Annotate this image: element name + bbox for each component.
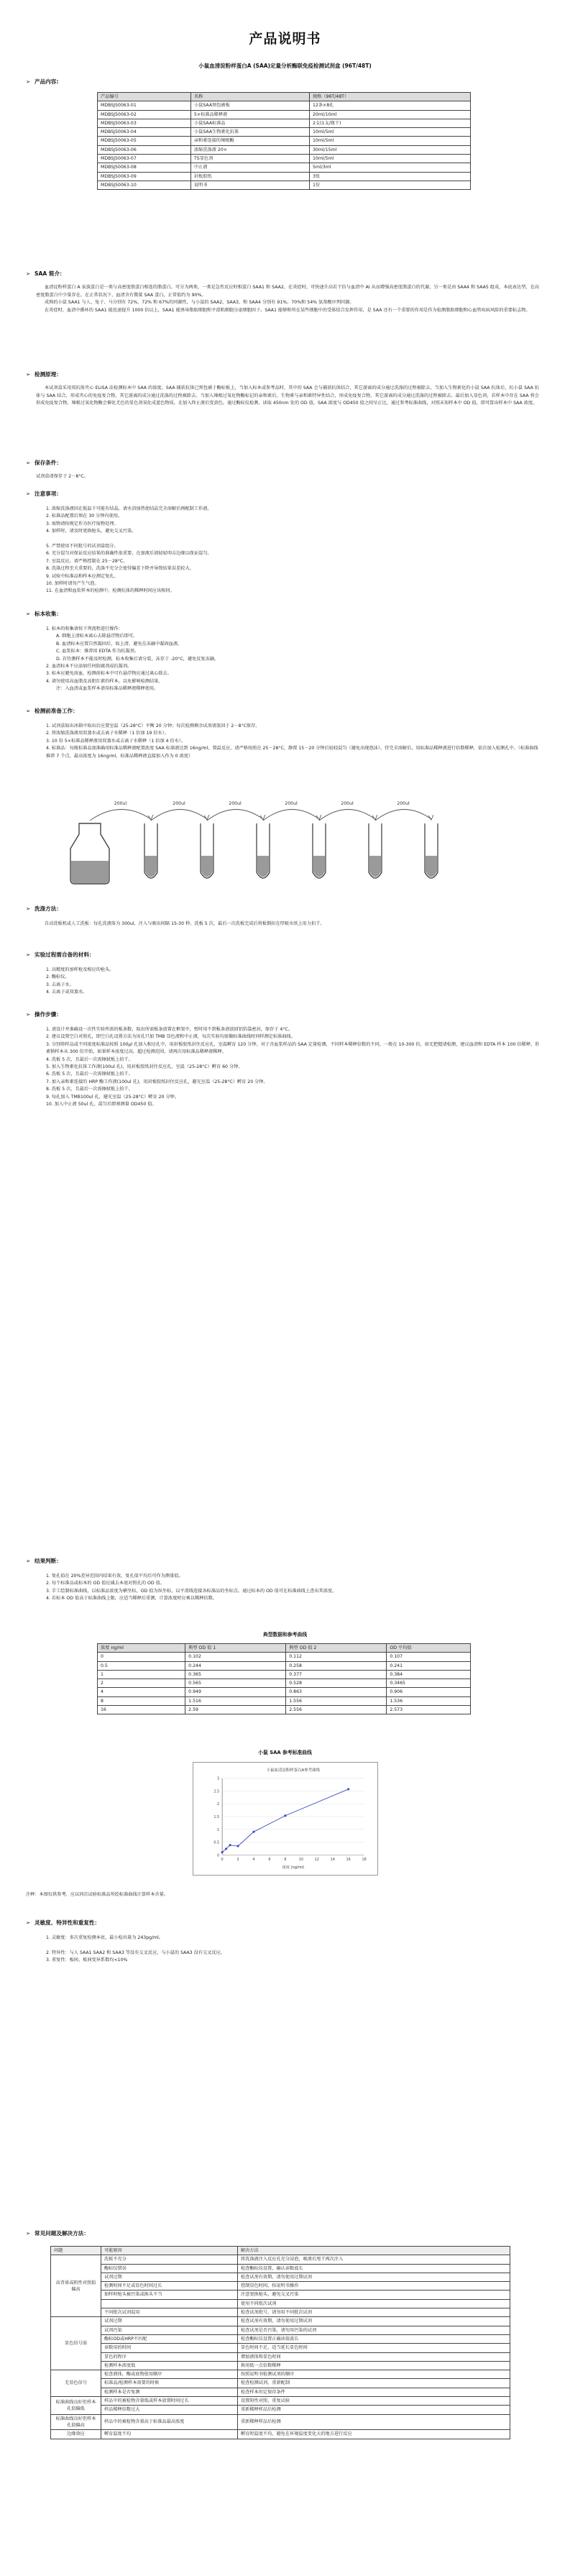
sample-item: 4. 请勿使用高血脂及高胆红素的样本，以免影响检测结果。 [46,678,163,684]
table-cell: 显色的程序 [101,2352,238,2361]
table-row [51,2344,510,2352]
intro-paragraph: 成熟的小鼠 SAA1 与人、兔子、马分别有 72%、72% 和 67%的同源性，与小鼠的 SAA2、SAA3、和 SAA4 分别有 91%、70%和 54% 氨基酸序列同源。 [45,300,354,305]
transfer-arrow [319,809,375,821]
transfer-arrow [207,809,263,821]
table-header-cell: 典型 OD 值 2 [286,1644,387,1653]
table-cell: 不同批次试剂混用 [101,2308,238,2317]
notes-list [37,506,541,595]
table-row [98,155,471,163]
performance-item: 3. 重复性：板间、板间变异系数均<10% [46,1958,128,1963]
table-cell: 1 [98,1670,185,1678]
sample-item: C. 血浆标本：推荐用 EDTA 作为抗凝剂。 [56,649,139,654]
table-row [98,145,471,154]
y-tick-label: 0.5 [213,1840,220,1845]
table-cell: 显色时间不足，适当延长显色时间 [238,2344,510,2352]
table-cell: 说明书 [191,181,310,189]
table-cell: 10ml/5ml [310,137,471,145]
table-cell: 设置阳性对照，重复试验 [238,2397,510,2406]
storage-text: 试剂盒请保存于 2－8°C。 [36,474,88,479]
transfer-volume-label: 200ul [397,801,410,806]
table-header-cell: 问题 [51,2247,101,2255]
chart-caption: 小鼠 SAA 参考标准曲线 [258,1750,312,1755]
section-prep: ➢ 检测前准备工作： [26,708,78,714]
od-table-caption: 典型数据和参考曲线 [262,1632,308,1638]
steps-list [37,1026,541,1108]
table-cell: 样品中的被检物含量高于标准品最高浓度 [101,2414,238,2430]
table-cell: 检测样本浓度低 [101,2361,238,2370]
table-cell: 30ml/15ml [310,145,471,154]
section-performance: ➢ 灵敏度、特异性和重复性： [26,1919,101,1926]
table-cell: 试剂过期 [101,2317,238,2326]
table-cell: 洗板不充分 [101,2255,238,2264]
table-row [51,2308,510,2317]
table-row [98,1679,471,1688]
table-row [98,1653,471,1661]
step-item: 5. 加入生物素化抗体工作液(100ul 孔)，用封板胶纸封住反应孔，室温（25-28°C）孵育 60 分钟。 [46,1064,243,1070]
tube-liquid [257,856,269,877]
table-header-cell: 产品编号 [98,93,191,101]
table-cell: MDBSJ50063-08 [98,163,191,172]
table-cell: 小鼠SAA生物素化抗体 [191,128,310,137]
table-cell: MDBSJ50063-01 [98,101,191,110]
document-title: 产品说明书 [249,31,321,47]
table-row [98,1670,471,1678]
transfer-arrow [263,809,319,821]
section-principle: ➢ 检测原理： [26,371,62,378]
table-cell: 孵育温度不均 [101,2430,238,2439]
note-item [37,536,541,543]
table-cell: 16 [98,1706,185,1714]
note-item: 4. 加样时，请及时更换枪头，避免交叉污染。 [46,529,137,534]
table-cell: TS显色剂 [191,155,310,163]
table-row [51,2317,510,2326]
x-tick-label: 4 [252,1858,255,1863]
table-cell: 5×标准品稀释液 [191,110,310,119]
note-item: 11. 在血清和血浆样本的检测中，检测抗体的稀释时间应该相同。 [46,588,175,594]
tube-liquid [201,856,213,877]
contents-table [97,92,471,190]
faq-problem-cell: 标准曲线良好但样本孔值偏高 [51,2414,101,2430]
table-row [51,2397,510,2406]
section-contents: ➢ 产品内容: [26,78,59,85]
prep-list [37,723,541,760]
table-cell: 10ml/5ml [310,128,471,137]
table-cell: 样品中的被检物含量低或样本放置时间过长 [101,2397,238,2406]
table-header-cell: 典型 OD 值 1 [185,1644,286,1653]
needed-item: 3. 去离子水。 [46,982,74,987]
section-results: ➢ 结果判断： [26,1558,62,1564]
table-row [98,137,471,145]
faq-problem-cell: 高背景或阴性对照值偏高 [51,2255,101,2317]
table-row [51,2406,510,2414]
step-item: 10. 加入中止液 50ul 孔，混匀后即刻测量 OD450 值。 [46,1102,157,1107]
section-needed: ➢ 实验过程需自备的材料： [26,951,95,958]
prep-item: 1. 试剂盒取出冰箱中取出后应置室温（25-28°C）平衡 20 分钟；每次检测剩余试剂请放回于 2－8°C保存。 [46,723,260,729]
table-cell: 小鼠SAA预包被板 [191,101,310,110]
y-tick-label: 0 [217,1853,220,1858]
table-row [51,2352,510,2361]
table-cell: 2 [98,1679,185,1688]
prep-item: 3. 10 倍 5×标准品稀释液用双蒸水或去离子水稀释（1 倍加 4 倍水）。 [46,738,186,744]
step-item: 7. 加入亲和素连接的 HRP 酶工作液(100ul 孔)，用封板胶纸封住反应孔，避光室温（25-28°C）孵育 20 分钟。 [46,1079,268,1084]
section-sample: ➢ 标本收集： [26,611,62,617]
transfer-arrow [151,809,207,821]
sample-item: B. 血清标本应置自然凝固后，取上清，避免在冻融中凝固血液。 [56,641,183,647]
table-row [98,1706,471,1714]
note-item: 3. 废物请按规定作为医疗废物处理。 [46,521,119,526]
table-cell: 小鼠SAA标准品 [191,119,310,127]
table-cell: 2.556 [286,1706,387,1714]
table-row [51,2388,510,2396]
table-header-cell: 浓度 ng/ml [98,1644,185,1653]
arrow-bullet-icon: ➢ [26,1919,31,1926]
table-cell: 0.949 [185,1688,286,1696]
sample-item: 注：入血清或血浆样本请用标准品稀释液稀释使用。 [56,686,159,692]
arrow-bullet-icon: ➢ [26,611,31,617]
table-cell: 检测样本是否复测 [101,2388,238,2396]
table-row [51,2370,510,2379]
table-row [98,1661,471,1670]
faq-problem-cell: 边缘效应 [51,2430,101,2439]
bottle-liquid [71,861,109,883]
table-cell: 注意更换枪头，避免交叉污染 [238,2290,510,2299]
dilution-diagram [65,795,510,888]
faq-problem-cell: 无显色信号 [51,2370,101,2397]
intro-paragraph: 血清淀粉样蛋白 A 家族蛋白是一类与高密度脂蛋白相连的脂蛋白。可分为两类，一类是急性反应时相蛋白 SAA1 和 SAA2，在炎症时，可快速升高若干倍与血清中 AI 从而增强高密度脂蛋白的代谢，另一类是由 SAA4 和 SAA5 组成，本底表达型，在高密度脂蛋白中少量存在。在正常状况下，血清含有微量 SAA 蛋白，正常值约为 90%。 [36,285,539,298]
y-tick-label: 1.5 [213,1815,220,1820]
results-list [37,1573,541,1603]
y-tick-label: 2 [217,1802,220,1807]
table-cell: 0.565 [185,1679,286,1688]
table-cell: 检查酶标仪设置，确认读数波长 [238,2264,510,2273]
table-cell: 试剂过期 [101,2273,238,2281]
performance-list [37,1935,541,1965]
note-item: 7. 室温反应，请严格控制在 25－28°C。 [46,558,128,564]
y-tick-label: 2.5 [213,1789,220,1794]
table-cell: 1份 [310,181,471,189]
table-cell: 2.573 [387,1706,471,1714]
series-line [222,1789,349,1853]
table-cell: 0.3465 [387,1679,471,1688]
table-header-cell: 解决方法 [238,2247,510,2255]
table-cell: 孵育时温度不均，避免在环境温度变化大的地方进行反应 [238,2430,510,2439]
table-cell: 重新稀释样品后检测 [238,2406,510,2414]
table-row [51,2264,510,2273]
intro-paragraph: 在炎症时，血清中循环的 SAA1 能迅速提升 1000 倍以上，SAA1 能诱导脂肪细胞和平滑肌细胞分泌细胞因子。SAA1 能够和所在某些细胞中的受体结合发挥作用，是 SAA 还有一个重要的作用是作为检测脂肪细胞和心血管疾病风险的重要标志物。 [45,307,530,313]
table-row [51,2379,510,2388]
table-cell: 0.241 [387,1661,471,1670]
table-cell: 0.244 [185,1661,286,1670]
document-subtitle: 小鼠血清淀粉样蛋白A (SAA)定量分析酶联免疫检测试剂盒 (96T/48T) [198,63,372,69]
table-row [51,2255,510,2264]
table-cell: MDBSJ50063-05 [98,137,191,145]
table-cell: 亲和素连接的辣根酶 [191,137,310,145]
x-tick-label: 16 [346,1858,351,1863]
table-cell: 0.107 [387,1653,471,1661]
sample-item: A. 细胞上清标本离心去除悬浮物后即可。 [56,634,138,639]
table-cell: 0.528 [286,1679,387,1688]
table-cell: 0.863 [286,1688,387,1696]
note-item: 2. 标准品配置后须在 30 分钟内使用。 [46,513,123,519]
x-axis-label: 浓度 (ng/ml) [282,1865,305,1871]
step-item: 4. 洗板 5 次，且最后一次需擦拭板上拍干。 [46,1056,133,1062]
table-header-cell: OD 平均值 [387,1644,471,1653]
arrow-bullet-icon: ➢ [26,78,31,85]
table-cell: 封板胶纸 [191,172,310,181]
data-point [284,1814,286,1817]
table-cell: 检查试剂批号，请勿用不同批次试剂 [238,2308,510,2317]
table-row [98,181,471,189]
table-cell: 标准品/检测样本需要的时候 [101,2379,238,2388]
table-cell: 浓缩洗涤液 20× [191,145,310,154]
transfer-arrow [90,809,151,821]
transfer-arrow [375,809,431,821]
table-cell: 读数用的时间 [101,2344,238,2352]
x-tick-label: 10 [298,1858,303,1863]
data-point [225,1847,227,1850]
sample-item: D. 若待测样本不能及时检测，标本收集后请分装，冻存于 -20°C，避免反复冻融。 [56,656,219,662]
table-cell: 控制显色时间，按说明书操作 [238,2282,510,2290]
table-cell: 10ml/5ml [310,155,471,163]
transfer-volume-label: 200ul [173,801,185,806]
transfer-volume-label: 200ul [341,801,354,806]
table-row [98,172,471,181]
x-tick-label: 14 [330,1858,335,1863]
x-tick-label: 8 [284,1858,287,1863]
transfer-volume-label: 200ul [285,801,298,806]
table-cell: 重新稀释样品后检测 [238,2414,510,2430]
note-item: 8. 洗涤过程至关重要的，洗涤不充分会使得偏差下降并导致结果误差较大。 [46,566,194,572]
table-cell: 2支(1支/瓶干) [310,119,471,127]
sample-item: 3. 标本应避免溶血、检测前标本中可有悬浮物应通过离心除去。 [46,671,172,677]
result-item: 1. 复孔值在 20%差异范围内结果有效，复孔值平均后可作为测量值。 [46,1574,183,1579]
x-tick-label: 6 [268,1858,271,1863]
step-item: 2. 建议设置空白对照孔，即空白孔设置方法为该孔只加 TMB 显色液和中止液，每次实验均需做标准曲线时同样测定标准曲线。 [46,1034,295,1040]
x-tick-label: 2 [236,1858,239,1863]
step-item: 9. 每孔加入 TMB100ul 孔，避光室温（25-28°C）孵育 20 分钟。 [46,1094,180,1100]
table-row [98,119,471,127]
section-faq: ➢ 常见问题及解决方法： [26,2230,89,2237]
data-point [229,1844,231,1846]
table-cell: MDBSJ50063-02 [98,110,191,119]
table-cell: MDBSJ50063-06 [98,145,191,154]
sample-item: 2. 血清标本不应添加任何防腐剂或抗凝剂。 [46,664,132,670]
result-item: 3. 手工绘制标准曲线，以标准品浓度为横坐标，OD 值为纵坐标，以平滑线连接各标准品的坐标点。通过标本的 OD 值可在标准曲线上查出其浓度。 [46,1588,337,1594]
y-tick-label: 3 [217,1776,220,1781]
table-header-cell: 可能原因 [101,2247,238,2255]
standard-curve-chart [193,1762,378,1876]
table-cell: 0.258 [286,1661,387,1670]
arrow-bullet-icon: ➢ [26,2230,31,2237]
table-cell: 12条×8孔 [310,101,471,110]
note-item: 9. 试验中标准品和样本应测定复孔。 [46,573,119,579]
transfer-volume-label: 200ul [114,801,127,806]
table-cell: 20ml/10ml [310,110,471,119]
arrow-bullet-icon: ➢ [26,1558,31,1564]
table-cell: 0.365 [185,1670,286,1678]
data-point [221,1851,224,1853]
needed-item: 1. 高精度的加样枪及相应的枪头。 [46,967,114,972]
table-cell: 2.59 [185,1706,286,1714]
table-cell: 样品稀释倍数过大 [101,2406,238,2414]
table-row [98,128,471,137]
sample-item: 1. 标本的收集请按下列流程进行操作： [46,626,123,631]
note-item: 5. 严禁使用不同批号的试剂盒组分。 [46,544,119,549]
tube-liquid [313,856,325,877]
result-item: 2. 每个标准品或标本的 OD 值应减去本底对照孔的 OD 值。 [46,1581,165,1586]
data-point [347,1788,349,1790]
note-item: 6. 充分混匀对保证反应结果的准确性很重要，在加液后请轻轻叩击边缘以保证混匀。 [46,551,212,557]
od-table [97,1643,471,1714]
table-row [51,2361,510,2370]
principle-text: 本试剂盒采用双抗体夹心 ELISA 法检测标本中 SAA 的浓度。SAA 捕获抗体已预包被于酶标板上，当加入标本或参考品时，其中的 SAA 会与捕获抗体结合，其它游离的成分通过洗涤的过程被除去。当加入生物素化的小鼠 SAA 抗体后，抗小鼠 SAA 抗体与 SAA 结合，形成夹心的免疫复合物，其它游离的成分通过洗涤的过程被除去。当加入辣根过氧化物酶标记的亲和素后，生物素与亲和素特异性结合，形成免疫复合物，其它游离的成分通过洗涤的过程被除去。最后加入显色剂，若样本中存在 SAA 将会形成免疫复合物，辣根过氧化物酶会催化无色的显色剂氧化成蓝色物质，在加入终止液后变黄色。通过酶标仪检测，读取 450nm 处的 OD 值，SAA 浓度与 OD450 值之间呈正比，通过参考标准曲线，对照未知样本中 OD 值，即可算出样本中 SAA 浓度。 [36,385,539,406]
chart-title: 小鼠血清淀粉样蛋白A参考曲线 [266,1768,320,1773]
section-storage: ➢ 保存条件： [26,460,62,466]
performance-item: 1. 灵敏度：多次重复检测本底，最小检出量为 243pg/ml。 [46,1935,164,1940]
table-cell: 0.112 [286,1653,387,1661]
table-cell: 检查样本的定保存条件 [238,2388,510,2396]
table-cell: 增加液体和显色时间 [238,2352,510,2361]
x-tick-label: 18 [362,1858,367,1863]
table-row [51,2282,510,2290]
table-row [98,1696,471,1705]
x-tick-label: 0 [221,1858,224,1863]
table-row [51,2299,510,2308]
section-notes: ➢ 注意事项： [26,490,62,497]
table-cell: 中止液 [191,163,310,172]
table-cell: MDBSJ50063-07 [98,155,191,163]
arrow-bullet-icon: ➢ [26,951,31,958]
arrow-bullet-icon: ➢ [26,708,31,714]
table-cell: 将洗涤液注入反应孔充分浸泡，吸液后甩干再次注入 [238,2255,510,2264]
section-wash: ➢ 洗涤方法： [26,905,62,912]
wash-text: 自动洗板机或人工洗板：每孔洗液体为 300ul，注入与吸出间隔 15-30 秒。洗板 5 次，最后一次洗板完成后将板倒扣在厚吸水纸上用力拍干。 [45,921,325,926]
table-cell: 检查检测试剂，重新配制 [238,2379,510,2388]
needed-item: 2. 酶标仪。 [46,974,70,980]
x-tick-label: 12 [314,1858,319,1863]
needed-list [37,967,541,997]
table-cell: 1.556 [286,1696,387,1705]
table-cell: 检测时间不足或显色时间过长 [101,2282,238,2290]
table-cell: 8 [98,1696,185,1705]
note-item: 10. 加样时请勿产生气泡。 [46,581,99,587]
table-cell: 检查试剂有效期，请勿使用过期试剂 [238,2317,510,2326]
table-cell: 酶标仪错误 [101,2264,238,2273]
table-row [51,2414,510,2430]
table-cell: 换用低一点倍数稀释 [238,2361,510,2370]
table-cell: 检查试剂有效期，请勿使用过期试剂 [238,2273,510,2281]
step-item: 6. 洗板 5 次，且最后一次需擦拭板上拍干。 [46,1072,133,1077]
needed-item: 4. 去离子或双蒸水。 [46,990,88,995]
arrow-bullet-icon: ➢ [26,905,31,912]
table-cell: 0.377 [286,1670,387,1678]
table-cell: 酶标OD或HRP不匹配 [101,2334,238,2343]
step-item: 8. 洗板 5 次，且最后一次需擦拭板上拍干。 [46,1087,133,1092]
performance-item [37,1942,541,1949]
step-item: 1. 请设计并准确设一次性实验所需的板条数，取出所需板条放置在框架中，暂时用不到板条请放回铝箔袋密封，保存于 4°C。 [46,1027,293,1032]
sample-list [37,626,541,693]
arrow-bullet-icon: ➢ [26,371,31,378]
table-cell: 0.5 [98,1661,185,1670]
table-cell: 检查试剂是否污染，请勿用污染的试剂 [238,2326,510,2334]
section-intro: ➢ SAA 简介： [26,270,65,277]
step-item: 3. 分别将样品或不同浓度标准品按照 100μl 孔加入相应孔中，用封板胶纸封住反应孔，室温孵育 120 分钟。对于含血浆样品的 SAA 定量检测，不同样本稀释倍数的不同，一般在 10-300 倍，如无把握请检测，建议血清和 EDTA 样本 100 倍稀释，肝素钠样本从 300 倍开始，如果样本浓度过高，超过检测范围，请再次用标准品稀释液稀释。 [46,1041,540,1055]
prep-item: 2. 将浓缩洗涤液用双蒸水或去离子水稀释（1 倍加 19 倍水）。 [46,731,169,736]
table-row [51,2273,510,2281]
table-cell: 检查酶标仪设置正确读值波长 [238,2334,510,2343]
table-cell: 0 [98,1653,185,1661]
table-cell: 使用不同批次试剂 [238,2299,510,2308]
table-cell: 5ml/3ml [310,163,471,172]
data-point [236,1845,239,1847]
arrow-bullet-icon: ➢ [26,1011,31,1018]
transfer-volume-label: 200ul [229,801,242,806]
table-row [98,101,471,110]
intro-text [36,284,539,314]
table-cell: 检查液体，酶或底物使用顺序 [101,2370,238,2379]
table-cell: MDBSJ50063-10 [98,181,191,189]
table-cell: MDBSJ50063-03 [98,119,191,127]
faq-table [50,2246,510,2439]
prep-item: 4. 标准品：每瓶标准品加准确用标准品稀释液配置浓度 SAA 标准液达到 16ng/ml，置温反应，请严格按照在 25－28°C，静置 15－20 分钟后轻轻混匀（避免出现泡沫）。待完全溶解后，用标准品稀释液进行倍数稀释，依次加入检测孔中。（标准曲线推荐 7 个点，最高浓度为 16ng/ml，标准品稀释液直接加入作为 0 浓度） [46,746,538,759]
note-item: 1. 浓缩洗涤液因在低温下可能有结晶，请水浴加热使结晶完全溶解后再配制工作液。 [46,506,212,511]
arrow-bullet-icon: ➢ [26,490,31,497]
faq-problem-cell: 显色信号弱 [51,2317,101,2370]
table-row [51,2430,510,2439]
data-point [252,1831,254,1833]
table-row [51,2326,510,2334]
table-header-cell: 名称 [191,93,310,101]
faq-problem-cell: 标准曲线良好但样本孔值偏低 [51,2397,101,2415]
table-cell: 0.384 [387,1670,471,1678]
table-row [98,110,471,119]
table-row [51,2290,510,2299]
table-cell [101,2299,238,2308]
table-cell: 0.906 [387,1688,471,1696]
table-cell: 试剂污染 [101,2326,238,2334]
arrow-head-icon [148,815,153,820]
table-cell: 0.102 [185,1653,286,1661]
y-tick-label: 1 [217,1827,220,1832]
tube-liquid [369,856,381,877]
table-row [98,1688,471,1696]
arrow-bullet-icon: ➢ [26,460,31,466]
table-cell: 加样时枪头被污染或换头不当 [101,2290,238,2299]
table-cell: 1.536 [387,1696,471,1705]
chart-note: 注释：本图仅供参考，应以同次试验标准品所绘标准曲线计算样本含量。 [26,1892,168,1897]
table-row [51,2334,510,2343]
table-cell: 3张 [310,172,471,181]
performance-item: 2. 特异性：与人 SAA1 SAA2 和 SAA3 等没有交叉反应，与小鼠的 SAA3 没有交叉反应。 [46,1950,225,1955]
arrow-bullet-icon: ➢ [26,270,31,277]
table-cell: 按照说明书检测试剂的顺序 [238,2370,510,2379]
table-cell: 1.516 [185,1696,286,1705]
section-steps: ➢ 操作步骤： [26,1011,62,1018]
tube-liquid [145,856,157,877]
table-cell: 4 [98,1688,185,1696]
table-header-cell: 规格（96T/48T） [310,93,471,101]
tube-liquid [426,856,437,877]
table-row [98,163,471,172]
table-cell: MDBSJ50063-09 [98,172,191,181]
table-cell: MDBSJ50063-04 [98,128,191,137]
result-item: 4. 若标本 OD 值高于标准曲线上限，应适当稀释后重测，计算浓度时应乘以稀释倍数。 [46,1596,217,1602]
